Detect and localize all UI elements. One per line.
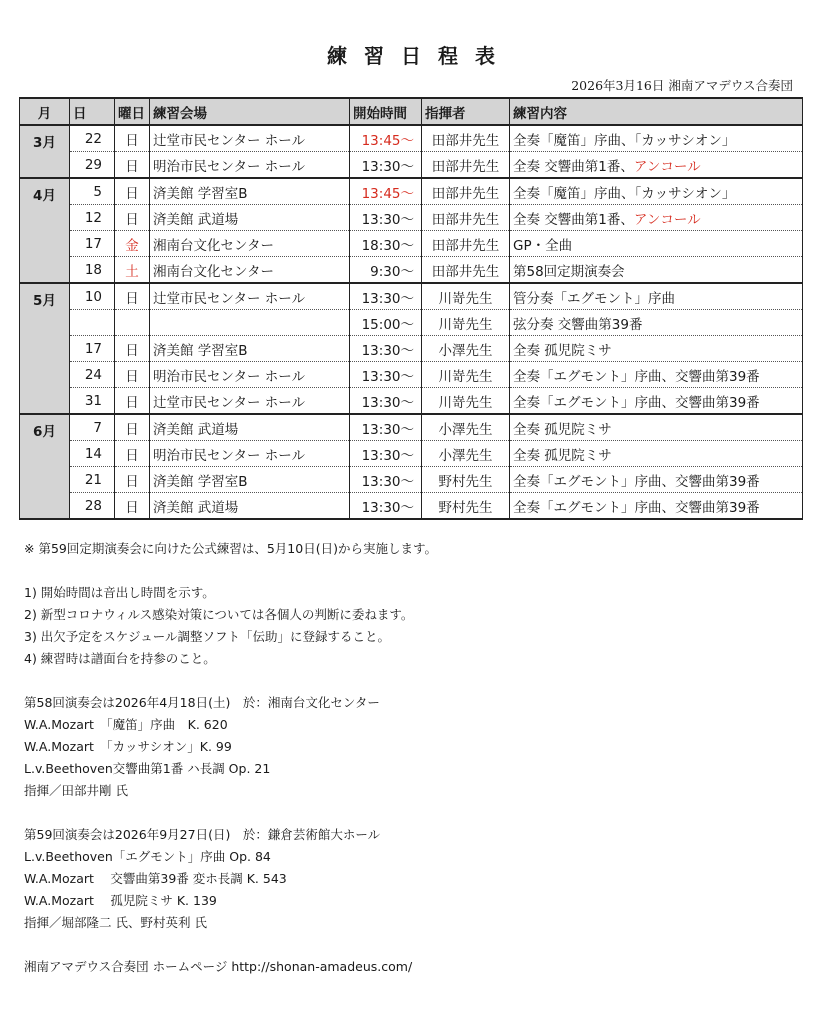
start-time-cell: 15:00〜 (350, 310, 422, 336)
weekday-cell: 日 (115, 493, 150, 520)
start-time-cell: 13:30〜 (350, 362, 422, 388)
month-label: 6月 (20, 414, 70, 519)
venue-cell: 湘南台文化センター (150, 257, 350, 284)
start-time-cell: 13:30〜 (350, 283, 422, 310)
header-day: 日 (70, 98, 115, 125)
weekday-cell: 日 (115, 362, 150, 388)
header-start-time: 開始時間 (350, 98, 422, 125)
content-red-text: アンコール (633, 158, 701, 175)
weekday-cell: 日 (115, 388, 150, 415)
concert59-conductor: 指揮／堀部隆二 氏、野村英利 氏 (24, 915, 207, 930)
table-row (20, 310, 803, 336)
conductor-cell: 野村先生 (422, 467, 510, 493)
weekday-cell (115, 310, 150, 336)
content-cell (510, 414, 803, 441)
weekday-cell: 土 (115, 257, 150, 284)
content-cell (510, 336, 803, 362)
venue-cell: 済美館 学習室B (150, 467, 350, 493)
table-row (20, 388, 803, 415)
content-text: 全奏「エグモント」序曲、交響曲第39番 (513, 499, 760, 516)
content-text: 全奏「エグモント」序曲、交響曲第39番 (513, 394, 760, 411)
venue-cell: 済美館 学習室B (150, 178, 350, 205)
weekday-cell: 日 (115, 152, 150, 179)
conductor-cell: 川嵜先生 (422, 362, 510, 388)
schedule-table (19, 97, 803, 520)
venue-cell: 済美館 武道場 (150, 205, 350, 231)
venue-cell: 済美館 学習室B (150, 336, 350, 362)
content-cell (510, 388, 803, 415)
day-cell: 17 (70, 336, 115, 362)
start-time-cell: 13:30〜 (350, 336, 422, 362)
content-text: 弦分奏 交響曲第39番 (513, 316, 643, 333)
table-row (20, 441, 803, 467)
table-row (20, 414, 803, 441)
weekday-cell: 日 (115, 283, 150, 310)
content-red-text: アンコール (633, 211, 701, 228)
conductor-cell: 川嵜先生 (422, 310, 510, 336)
content-text: 全奏 孤児院ミサ (513, 447, 612, 464)
concert59-piece: W.A.Mozart 孤児院ミサ K. 139 (24, 893, 217, 908)
weekday-cell: 金 (115, 231, 150, 257)
conductor-cell: 田部井先生 (422, 231, 510, 257)
note-item: 3) 出欠予定をスケジュール調整ソフト「伝助」に登録すること。 (24, 629, 391, 644)
day-cell (70, 310, 115, 336)
conductor-cell: 川嵜先生 (422, 388, 510, 415)
table-row (20, 125, 803, 152)
content-cell (510, 257, 803, 284)
venue-cell: 辻堂市民センター ホール (150, 283, 350, 310)
day-cell: 21 (70, 467, 115, 493)
header-conductor: 指揮者 (422, 98, 510, 125)
conductor-cell: 田部井先生 (422, 205, 510, 231)
conductor-cell: 田部井先生 (422, 257, 510, 284)
start-time-cell: 13:45〜 (350, 125, 422, 152)
day-cell: 24 (70, 362, 115, 388)
conductor-cell: 小澤先生 (422, 441, 510, 467)
table-header-row (20, 98, 803, 125)
content-cell (510, 283, 803, 310)
header-weekday: 曜日 (115, 98, 150, 125)
day-cell: 28 (70, 493, 115, 520)
table-row (20, 257, 803, 284)
weekday-cell: 日 (115, 414, 150, 441)
weekday-cell: 日 (115, 205, 150, 231)
content-text: 全奏「魔笛」序曲、「カッサシオン」 (513, 185, 736, 202)
start-time-cell: 13:45〜 (350, 178, 422, 205)
venue-cell (150, 310, 350, 336)
venue-cell: 明治市民センター ホール (150, 152, 350, 179)
content-cell (510, 205, 803, 231)
table-row (20, 336, 803, 362)
concert58-piece: L.v.Beethoven交響曲第1番 ハ長調 Op. 21 (24, 761, 271, 776)
date-and-organization: 2026年3月16日 湘南アマデウス合奏団 (571, 78, 793, 93)
day-cell: 5 (70, 178, 115, 205)
start-time-cell: 13:30〜 (350, 441, 422, 467)
content-cell (510, 178, 803, 205)
conductor-cell: 田部井先生 (422, 152, 510, 179)
venue-cell: 辻堂市民センター ホール (150, 125, 350, 152)
homepage-link[interactable]: 湘南アマデウス合奏団 ホームページ http://shonan-amadeus.com/ (24, 959, 413, 974)
table-row (20, 493, 803, 520)
start-time-cell: 13:30〜 (350, 152, 422, 179)
content-cell (510, 441, 803, 467)
conductor-cell: 小澤先生 (422, 336, 510, 362)
content-cell (510, 310, 803, 336)
table-row (20, 178, 803, 205)
note-item: 1) 開始時間は音出し時間を示す。 (24, 585, 215, 600)
content-text: 全奏 孤児院ミサ (513, 342, 612, 359)
header-content: 練習内容 (510, 98, 803, 125)
concert59-heading: 第59回演奏会は2026年9月27日(日) 於：鎌倉芸術館大ホール (24, 827, 381, 842)
conductor-cell: 川嵜先生 (422, 283, 510, 310)
start-time-cell: 13:30〜 (350, 493, 422, 520)
content-cell (510, 152, 803, 179)
venue-cell: 湘南台文化センター (150, 231, 350, 257)
day-cell: 31 (70, 388, 115, 415)
venue-cell: 明治市民センター ホール (150, 362, 350, 388)
concert58-piece: W.A.Mozart 「カッサシオン」K. 99 (24, 739, 232, 754)
content-cell (510, 231, 803, 257)
content-cell (510, 467, 803, 493)
venue-cell: 明治市民センター ホール (150, 441, 350, 467)
conductor-cell: 野村先生 (422, 493, 510, 520)
content-text: 全奏 交響曲第1番、 (513, 158, 634, 175)
content-text: 全奏「魔笛」序曲、「カッサシオン」 (513, 132, 736, 149)
note-item: 4) 練習時は譜面台を持参のこと。 (24, 651, 216, 666)
weekday-cell: 日 (115, 178, 150, 205)
table-row (20, 152, 803, 179)
day-cell: 17 (70, 231, 115, 257)
weekday-cell: 日 (115, 441, 150, 467)
content-text: 第58回定期演奏会 (513, 263, 625, 280)
month-label: 4月 (20, 178, 70, 283)
concert59-piece: L.v.Beethoven「エグモント」序曲 Op. 84 (24, 849, 271, 864)
content-text: 全奏 交響曲第1番、 (513, 211, 634, 228)
table-row (20, 467, 803, 493)
table-row (20, 205, 803, 231)
day-cell: 22 (70, 125, 115, 152)
start-time-cell: 13:30〜 (350, 388, 422, 415)
schedule-body (20, 125, 803, 519)
weekday-cell: 日 (115, 336, 150, 362)
day-cell: 10 (70, 283, 115, 310)
note-item: 2) 新型コロナウィルス感染対策については各個人の判断に委ねます。 (24, 607, 414, 622)
table-row (20, 362, 803, 388)
remark-text: ※ 第59回定期演奏会に向けた公式練習は、5月10日(日)から実施します。 (24, 541, 437, 556)
concert58-piece: W.A.Mozart 「魔笛」序曲 K. 620 (24, 717, 228, 732)
concert58-heading: 第58回演奏会は2026年4月18日(土) 於：湘南台文化センター (24, 695, 380, 710)
header-month: 月 (20, 98, 70, 125)
start-time-cell: 13:30〜 (350, 414, 422, 441)
start-time-cell: 13:30〜 (350, 467, 422, 493)
day-cell: 14 (70, 441, 115, 467)
conductor-cell: 小澤先生 (422, 414, 510, 441)
start-time-cell: 9:30〜 (350, 257, 422, 284)
concert59-piece: W.A.Mozart 交響曲第39番 変ホ長調 K. 543 (24, 871, 287, 886)
page-title: 練習日程表 (327, 44, 512, 68)
start-time-cell: 13:30〜 (350, 205, 422, 231)
start-time-cell: 18:30〜 (350, 231, 422, 257)
content-cell (510, 125, 803, 152)
conductor-cell: 田部井先生 (422, 178, 510, 205)
conductor-cell: 田部井先生 (422, 125, 510, 152)
content-text: 全奏 孤児院ミサ (513, 421, 612, 438)
table-row (20, 283, 803, 310)
venue-cell: 辻堂市民センター ホール (150, 388, 350, 415)
venue-cell: 済美館 武道場 (150, 493, 350, 520)
content-text: 全奏「エグモント」序曲、交響曲第39番 (513, 473, 760, 490)
content-text: 全奏「エグモント」序曲、交響曲第39番 (513, 368, 760, 385)
header-venue: 練習会場 (150, 98, 350, 125)
content-text: GP・全曲 (513, 237, 573, 254)
day-cell: 12 (70, 205, 115, 231)
table-row (20, 231, 803, 257)
content-text: 管分奏「エグモント」序曲 (513, 290, 675, 307)
weekday-cell: 日 (115, 125, 150, 152)
notes-section (24, 538, 437, 978)
weekday-cell: 日 (115, 467, 150, 493)
month-label: 5月 (20, 283, 70, 414)
content-cell (510, 493, 803, 520)
venue-cell: 済美館 武道場 (150, 414, 350, 441)
content-cell (510, 362, 803, 388)
concert58-conductor: 指揮／田部井剛 氏 (24, 783, 128, 798)
month-label: 3月 (20, 125, 70, 178)
day-cell: 29 (70, 152, 115, 179)
day-cell: 18 (70, 257, 115, 284)
day-cell: 7 (70, 414, 115, 441)
